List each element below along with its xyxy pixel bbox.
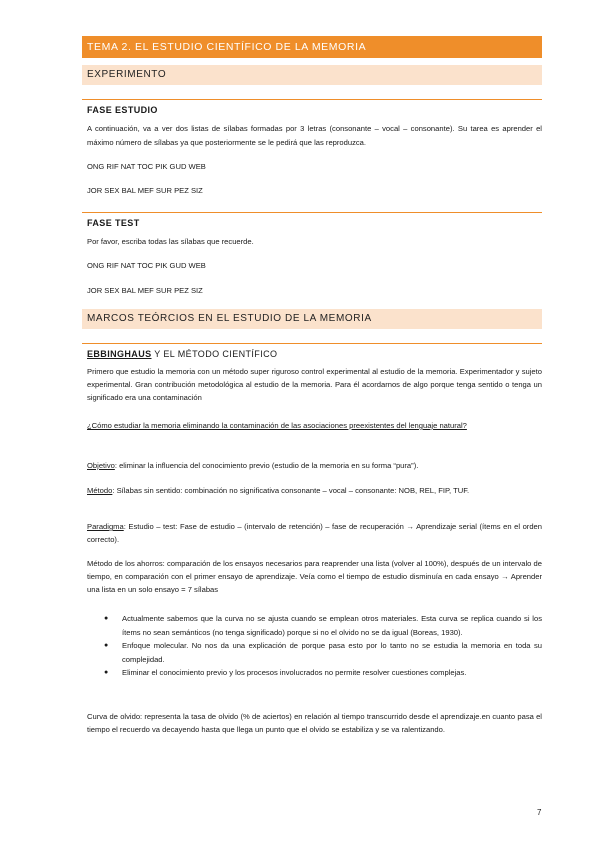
ebbinghaus-heading-rest: Y EL MÉTODO CIENTÍFICO (151, 349, 278, 359)
objetivo-text: : eliminar la influencia del conocimiento previo (estudio de la memoria en su forma “pura”). (114, 461, 419, 470)
list-item (87, 666, 542, 680)
ebbinghaus-question: ¿Cómo estudiar la memoria eliminando la contaminación de las asociaciones preexistentes del lenguaje natural? (87, 421, 467, 430)
page-number: 7 (537, 808, 542, 817)
fase-test-text: Por favor, escriba todas las sílabas que recuerde. (87, 237, 254, 246)
ebbinghaus-bullet-list (87, 612, 542, 680)
objetivo-label: Objetivo (87, 461, 115, 470)
paradigma-paragraph (87, 520, 542, 546)
subheading-ebbinghaus (82, 343, 542, 360)
ebbinghaus-name: EBBINGHAUS (87, 349, 152, 359)
chapter-title: TEMA 2. EL ESTUDIO CIENTÍFICO DE LA MEMORIA (82, 36, 542, 58)
metodo-text: : Sílabas sin sentido: combinación no significativa consonante – vocal – consonante: NOB, REL, FIP, TUF. (112, 486, 470, 495)
bullet-text: Enfoque molecular. No nos da una explicación de porque pasa esto por lo tanto no se estudia la memoria en toda su complejidad. (122, 641, 542, 664)
bullet-icon: ● (104, 615, 109, 622)
metodo-label: Método (87, 486, 113, 495)
fase-test-list-1: ONG RIF NAT TOC PIK GUD WEB (87, 261, 206, 270)
section-heading-marcos: MARCOS TEÓRCIOS EN EL ESTUDIO DE LA MEMORIA (82, 309, 542, 329)
section-heading-experimento: EXPERIMENTO (82, 65, 542, 85)
paradigma-text: : Estudio – test: Fase de estudio – (intervalo de retención) – fase de recuperación → Aprendizaje serial (ítems en el orden correcto). (87, 522, 542, 544)
objetivo-paragraph (87, 459, 542, 473)
fase-estudio-list-2: JOR SEX BAL MEF SUR PEZ SIZ (87, 186, 203, 195)
bullet-text: Actualmente sabemos que la curva no se ajusta cuando se emplean otros materiales. Esta curva se replica cuando si los ítems no sean semánticos (no tenga significado) porque si no el olvido no se da igual (Boreas, 1930). (122, 614, 542, 637)
bullet-icon: ● (104, 669, 109, 676)
fase-test-list-2: JOR SEX BAL MEF SUR PEZ SIZ (87, 286, 203, 295)
list-item (87, 639, 542, 666)
subheading-fase-test: FASE TEST (82, 212, 542, 229)
ebbinghaus-intro: Primero que estudio la memoria con un método super riguroso control experimental al estudio de la memoria. Experimentador y sujeto experimental. Gran contribución metodológica al estudio de la memoria. Para él acordarnos de algo porque tenga sentido o tenga un significado era una contaminación (87, 367, 542, 402)
metodo-paragraph (87, 484, 542, 497)
bullet-icon: ● (104, 642, 109, 649)
curva-olvido-paragraph: Curva de olvido: representa la tasa de olvido (% de aciertos) en relación al tiempo transcurrido desde el aprendizaje.en cuanto pasa el tiempo el recuerdo va decayendo hasta que llega un punto que el olvido se estabiliza y se va ralentizando. (87, 712, 542, 734)
ahorros-paragraph: Método de los ahorros: comparación de los ensayos necesarios para reaprender una lista (volver al 100%), después de un intervalo de tiempo, en comparación con el primer ensayo de aprendizaje. Veía como el tiempo de estudio disminuía en cada ensayo → Aprender una lista en un solo ensayo = 7 sílabas (87, 559, 542, 594)
bullet-text: Eliminar el conocimiento previo y los procesos involucrados no permite resolver cuestiones complejas. (122, 668, 467, 677)
paradigma-label: Paradigma (87, 522, 124, 531)
fase-estudio-list-1: ONG RIF NAT TOC PIK GUD WEB (87, 162, 206, 171)
subheading-fase-estudio: FASE ESTUDIO (82, 99, 542, 116)
fase-estudio-text: A continuación, va a ver dos listas de sílabas formadas por 3 letras (consonante – vocal – consonante). Su tarea es aprender el máximo número de sílabas ya que posteriormente se le pedirá que las reproduzca. (87, 124, 542, 147)
list-item (87, 612, 542, 639)
